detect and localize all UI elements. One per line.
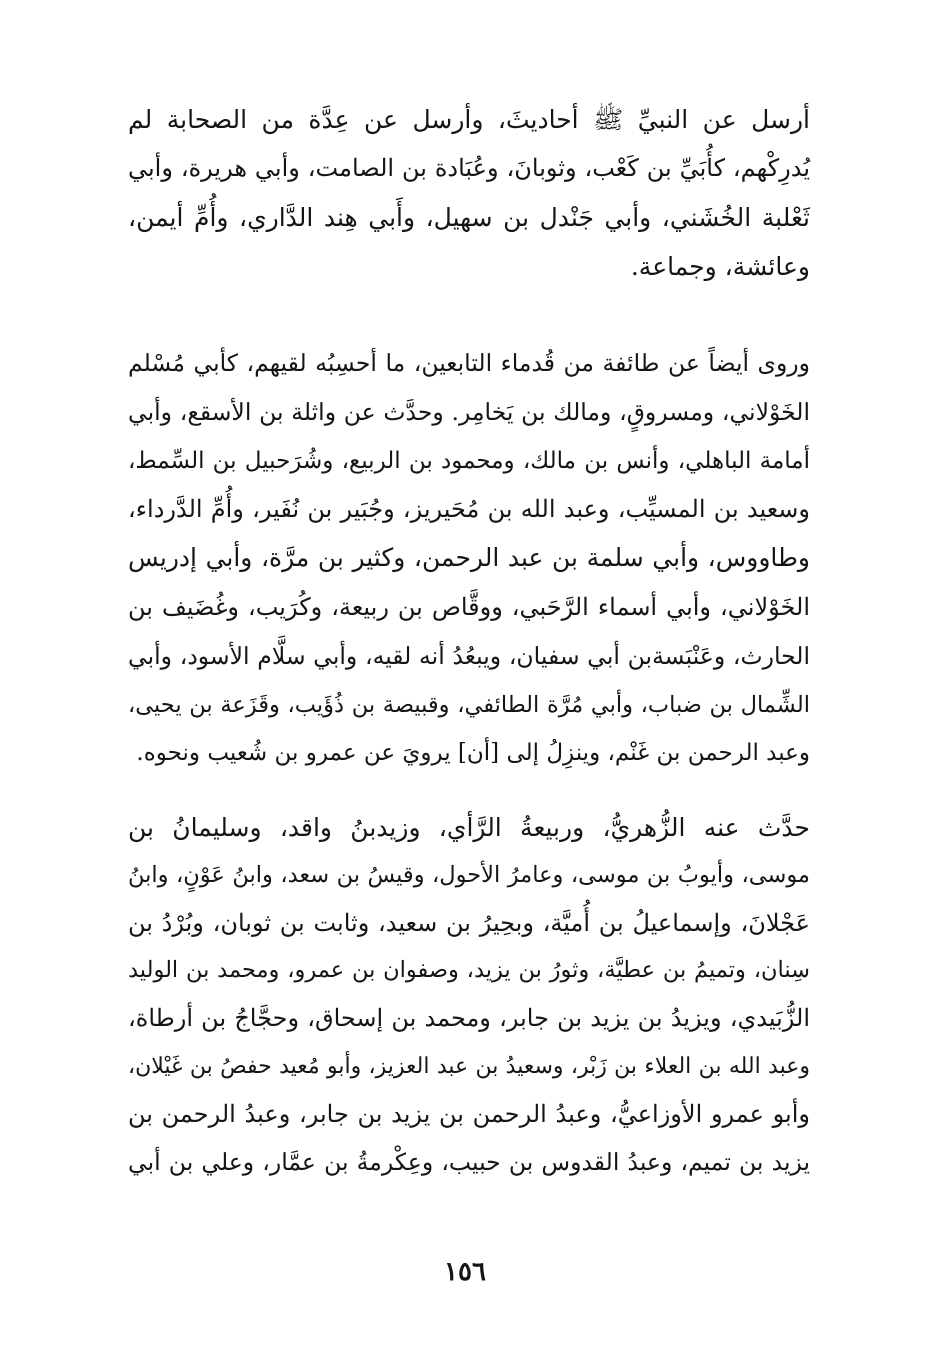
text-line: وروى أيضاً عن طائفة من قُدماء التابعين، ما أحسِبُه لقيهم، كأبي مُسْلم [128, 349, 810, 377]
paragraph-1 [128, 95, 810, 291]
text-line: وعائشة، وجماعة. [630, 252, 810, 281]
text-line: الخَوْلاني، ومسروقٍ، ومالك بن يَخامِر. وحدَّث عن واثلة بن الأسقع، وأبي [128, 397, 810, 426]
text-line: وسعيد بن المسيِّب، وعبد الله بن مُحَيريز، وجُبَير بن نُفَير، وأُمِّ الدَّرداء، [128, 495, 810, 524]
text-line: الخَوْلاني، وأبي أسماء الرَّحَبي، ووقَّاص بن ربيعة، وكُرَيب، وغُضَيف بن [128, 592, 810, 621]
text-line: سِنان، وتميمُ بن عطيَّة، وثورُ بن يزيد، وصفوان بن عمرو، ومحمد بن الوليد [128, 957, 810, 984]
text-line: موسى، وأيوبُ بن موسى، وعامرُ الأحول، وقيسُ بن سعد، وابنُ عَوْنٍ، وابنُ [128, 861, 810, 888]
text-line: وعبد الرحمن بن غَنْم، وينزِلُ إلى [أن] يرويَ عن عمرو بن شُعيب ونحوه. [136, 740, 810, 767]
text-line: وعبد الله بن العلاء بن زَبْر، وسعيدُ بن عبد العزيز، وأبو مُعيد حفصُ بن غَيْلان، [128, 1053, 810, 1079]
text-line: أمامة الباهلي، وأنس بن مالك، ومحمود بن الربيع، وشُرَحبيل بن السِّمط، [128, 447, 810, 474]
text-line: أرسل عن النبيِّ ﷺ أحاديثَ، وأرسل عن عِدَّة من الصحابة لم [128, 105, 810, 134]
text-line: الحارث، وعَنْبَسةبن أبي سفيان، ويبعُدُ أنه لقيه، وأبي سلَّام الأسود، وأبي [128, 641, 810, 670]
text-line: حدَّث عنه الزُّهريُّ، وربيعةُ الرَّأي، وزيدبنُ واقد، وسليمانُ بن [128, 813, 810, 842]
text-line: وأبو عمرو الأوزاعيُّ، وعبدُ الرحمن بن يزيد بن جابر، وعبدُ الرحمن بن [128, 1099, 810, 1128]
text-line: يُدرِكْهم، كأُبَيِّ بن كَعْب، وثوبانَ، وعُبَادة بن الصامت، وأبي هريرة، وأبي [128, 154, 810, 182]
page-number: ١٥٦ [444, 1257, 486, 1287]
text-line: الزُّبَيدي، ويزيدُ بن يزيد بن جابر، ومحمد بن إسحاق، وحجَّاجُ بن أرطاة، [128, 1004, 810, 1033]
paragraph-2 [128, 339, 810, 778]
text-line: وطاووس، وأبي سلمة بن عبد الرحمن، وكثير بن مرَّة، وأبي إدريس [128, 543, 810, 573]
text-line: يزيد بن تميم، وعبدُ القدوس بن حبيب، وعِكْرمةُ بن عمَّار، وعلي بن أبي [128, 1147, 810, 1176]
text-line: عَجْلانَ، وإسماعيلُ بن أُميَّة، وبحِيرُ بن سعيد، وثابت بن ثوبان، وبُرْدُ بن [128, 908, 810, 937]
text-line: ثَعْلبة الخُشَني، وأبي جَنْدل بن سهيل، وأَبي هِند الدَّاري، وأُمِّ أيمن، [128, 203, 810, 232]
text-line: الشِّمال بن ضباب، وأبي مُرَّة الطائفي، وقبيصة بن ذُؤَيب، وقَزَعة بن يحيى، [128, 691, 810, 718]
paragraph-3 [128, 804, 810, 1186]
